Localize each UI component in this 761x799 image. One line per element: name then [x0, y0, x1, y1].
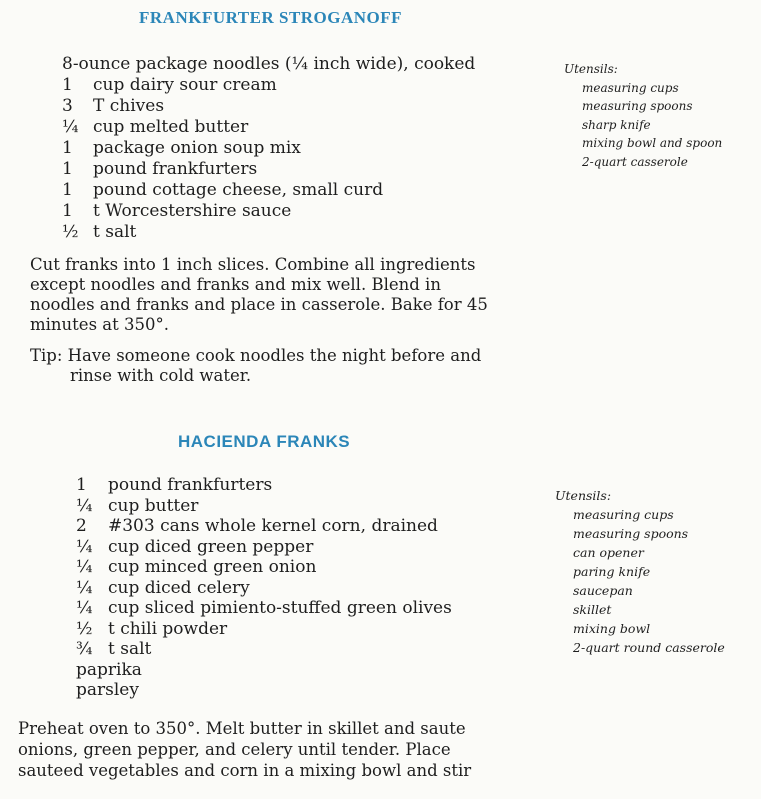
- utensil-item: measuring spoons: [582, 99, 693, 114]
- directions-line: Preheat oven to 350°. Melt butter in skillet and saute: [18, 719, 466, 738]
- tip-stroganoff: [30, 346, 481, 386]
- utensils-list-stroganoff: [564, 60, 723, 172]
- ingredient-qty: 1: [76, 475, 87, 495]
- ingredient-row: [76, 516, 452, 537]
- ingredient-text: T chives: [93, 96, 165, 116]
- ingredient-row: [76, 680, 452, 701]
- ingredient-qty: ¼: [76, 577, 93, 598]
- ingredient-qty: 1: [62, 159, 73, 179]
- utensil-item: mixing bowl and spoon: [582, 136, 723, 151]
- ingredient-qty: 2: [76, 516, 87, 536]
- ingredient-row: [76, 619, 452, 640]
- utensils-list-hacienda: [555, 486, 725, 657]
- ingredient-row: [62, 159, 475, 180]
- ingredient-text: cup sliced pimiento-stuffed green olives: [108, 598, 452, 618]
- tip-line: Tip: Have someone cook noodles the night before and: [30, 346, 482, 365]
- utensil-item: paring knife: [573, 564, 651, 579]
- ingredient-list-hacienda: [76, 475, 452, 701]
- utensil-item: saucepan: [573, 583, 633, 598]
- ingredient-qty: 1: [62, 138, 73, 158]
- ingredient-text: #303 cans whole kernel corn, drained: [108, 516, 438, 536]
- tip-line: rinse with cold water.: [70, 366, 252, 385]
- directions-line: except noodles and franks and mix well. Blend in: [30, 275, 441, 294]
- ingredient-text: pound frankfurters: [93, 159, 258, 179]
- ingredient-qty: 1: [62, 75, 73, 95]
- ingredient-text: package onion soup mix: [93, 138, 301, 158]
- ingredient-qty: ¼: [76, 536, 93, 557]
- ingredient-text: cup diced celery: [108, 577, 250, 598]
- ingredient-row: [76, 598, 452, 619]
- ingredient-text: t salt: [93, 222, 137, 242]
- ingredient-row: [76, 578, 452, 599]
- utensil-item: 2-quart round casserole: [573, 640, 725, 655]
- ingredient-row: [76, 496, 452, 517]
- ingredient-row: [62, 117, 475, 138]
- directions-line: minutes at 350°.: [30, 315, 169, 334]
- ingredient-row: [76, 557, 452, 578]
- ingredient-text: paprika: [76, 659, 142, 680]
- ingredient-list-stroganoff: [62, 54, 475, 243]
- ingredient-qty: ¼: [76, 495, 93, 516]
- ingredient-text: t Worcestershire sauce: [93, 201, 292, 221]
- ingredient-row: [62, 201, 475, 222]
- directions-line: noodles and franks and place in casserole. Bake for 45: [30, 295, 488, 314]
- ingredient-qty: ½: [76, 618, 93, 639]
- ingredient-qty: ¼: [76, 557, 93, 577]
- ingredient-row: [76, 639, 452, 660]
- directions-stroganoff: [30, 255, 488, 335]
- ingredient-text: 8-ounce package noodles (¼ inch wide), cooked: [62, 54, 476, 74]
- ingredient-row: [62, 96, 475, 117]
- ingredient-qty: ¼: [62, 117, 79, 137]
- utensil-item: mixing bowl: [573, 621, 651, 636]
- directions-line: Cut franks into 1 inch slices. Combine all ingredients: [30, 255, 476, 274]
- ingredient-text: cup minced green onion: [108, 557, 317, 577]
- utensils-heading: Utensils:: [555, 488, 612, 503]
- ingredient-row: [76, 660, 452, 681]
- directions-line: onions, green pepper, and celery until tender. Place: [18, 740, 451, 759]
- ingredient-qty: ¾: [76, 639, 93, 659]
- ingredient-text: parsley: [76, 680, 139, 700]
- utensils-heading: Utensils:: [564, 62, 618, 76]
- ingredient-row: [62, 138, 475, 159]
- utensil-item: measuring cups: [582, 80, 679, 95]
- ingredient-text: t salt: [108, 639, 152, 659]
- utensil-item: skillet: [573, 602, 612, 617]
- utensil-item: can opener: [573, 545, 644, 560]
- ingredient-qty: 3: [62, 96, 73, 116]
- ingredient-qty: ½: [62, 222, 79, 242]
- directions-line: sauteed vegetables and corn in a mixing bowl and stir: [18, 761, 472, 780]
- ingredient-qty: 1: [62, 201, 73, 221]
- ingredient-text: cup dairy sour cream: [93, 75, 277, 95]
- recipe-title-frankfurter-stroganoff: FRANKFURTER STROGANOFF: [139, 8, 403, 27]
- ingredient-text: cup diced green pepper: [108, 536, 314, 557]
- ingredient-row: [62, 180, 475, 201]
- ingredient-qty: ¼: [76, 598, 93, 618]
- ingredient-text: cup butter: [108, 495, 199, 516]
- ingredient-qty: 1: [62, 180, 73, 200]
- utensil-item: sharp knife: [582, 117, 651, 132]
- ingredient-row: [62, 54, 475, 75]
- ingredient-row: [62, 222, 475, 243]
- utensil-item: measuring cups: [573, 507, 674, 522]
- utensil-item: 2-quart casserole: [582, 154, 688, 169]
- utensil-item: measuring spoons: [573, 526, 689, 541]
- ingredient-text: cup melted butter: [93, 117, 249, 137]
- ingredient-text: t chili powder: [108, 618, 228, 639]
- ingredient-row: [76, 475, 452, 496]
- ingredient-row: [76, 537, 452, 558]
- ingredient-text: pound cottage cheese, small curd: [93, 180, 384, 200]
- directions-hacienda: [18, 718, 471, 781]
- recipe-title-hacienda-franks: HACIENDA FRANKS: [178, 432, 351, 451]
- ingredient-text: pound frankfurters: [108, 475, 273, 495]
- ingredient-row: [62, 75, 475, 96]
